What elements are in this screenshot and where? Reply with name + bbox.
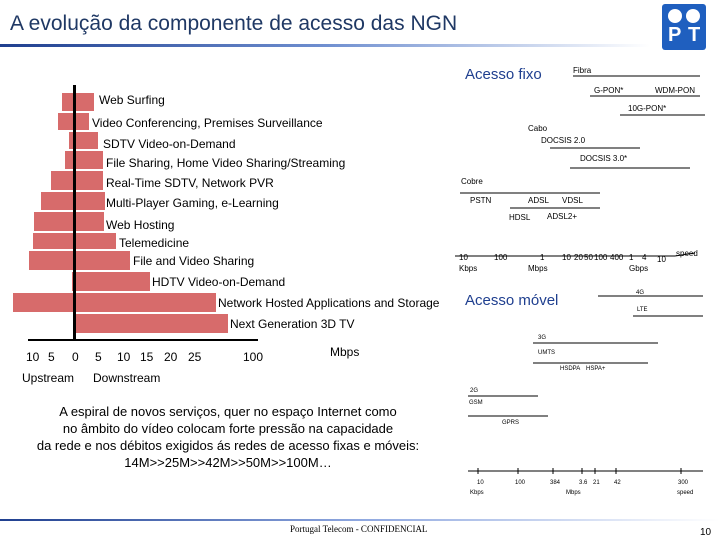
title-divider (0, 44, 650, 47)
mbps-label: Mbps (528, 264, 548, 273)
fixed-tick: 50 (584, 253, 593, 262)
axis-tick: 20 (164, 350, 178, 364)
service-label: File Sharing, Home Video Sharing/Streaming (106, 156, 346, 170)
bar-file-sharing (64, 150, 104, 170)
10gpon-label: 10G-PON* (628, 104, 667, 113)
axis-tick: 100 (243, 350, 264, 364)
bandwidth-axis-line (28, 339, 258, 341)
service-label: Web Surfing (99, 93, 165, 107)
fixed-tick: 400 (610, 253, 624, 262)
service-label: Multi-Player Gaming, e-Learning (106, 196, 279, 210)
mobile-tick: 384 (550, 480, 561, 486)
service-label: SDTV Video-on-Demand (103, 137, 236, 151)
footer-divider (0, 519, 720, 521)
wdmpon-label: WDM-PON (655, 86, 695, 95)
logo-dot-right (686, 9, 700, 23)
lte-label: LTE (637, 307, 648, 313)
mobile-mbps-label: Mbps (566, 490, 581, 496)
axis-tick: 25 (188, 350, 202, 364)
gpon-label: G-PON* (594, 86, 624, 95)
axis-tick: 0 (72, 350, 79, 364)
pt-logo (662, 4, 706, 50)
logo-dot-left (668, 9, 682, 23)
fixed-tick: 100 (594, 253, 608, 262)
upstream-label: Upstream (22, 371, 75, 385)
service-label: Real-Time SDTV, Network PVR (106, 176, 274, 190)
logo-letter-t: T (688, 24, 701, 46)
callout-line: A espiral de novos serviços, quer no espaço Internet como (59, 404, 397, 419)
speed-label: speed (676, 249, 698, 258)
bar-network-hosted (12, 292, 217, 313)
docsis3-label: DOCSIS 3.0* (580, 154, 628, 163)
bar-file-video-sharing (28, 250, 131, 271)
gbps-label: Gbps (629, 264, 649, 273)
hsdpa-label: HSDPA (560, 366, 581, 372)
gprs-label: GPRS (502, 420, 520, 426)
cabo-label: Cabo (528, 124, 548, 133)
mobile-tick: 3.6 (579, 480, 588, 486)
service-label: File and Video Sharing (133, 254, 255, 268)
downstream-label: Downstream (93, 371, 161, 385)
fixed-tick: 1 (540, 253, 545, 262)
hdsl-label: HDSL (509, 213, 531, 222)
fixed-tick: 10 (657, 255, 666, 264)
callout-line: no âmbito do vídeo colocam forte pressão na capacidade (62, 421, 394, 436)
mobile-access-heading: Acesso móvel (465, 292, 559, 309)
bar-3d-tv (72, 313, 229, 334)
hspa-label: HSPA+ (586, 366, 606, 372)
fixed-tick: 20 (574, 253, 583, 262)
fixed-tick: 4 (642, 253, 647, 262)
axis-tick: 5 (95, 350, 102, 364)
axis-tick: 10 (117, 350, 131, 364)
service-label: HDTV Video-on-Demand (152, 275, 286, 289)
page-title: A evolução da componente de acesso das NGN (10, 12, 458, 35)
footer-text: Portugal Telecom - CONFIDENCIAL (290, 524, 428, 534)
umts-label: UMTS (538, 350, 555, 356)
fixed-access-heading: Acesso fixo (465, 66, 542, 83)
service-label: Network Hosted Applications and Storage (218, 296, 440, 310)
mobile-kbps-label: Kbps (470, 490, 484, 496)
service-label: Web Hosting (106, 218, 175, 232)
fixed-tick: 100 (494, 253, 508, 262)
vdsl-label: VDSL (562, 196, 583, 205)
axis-tick: 15 (140, 350, 154, 364)
zero-axis-line (73, 85, 76, 340)
docsis2-label: DOCSIS 2.0 (541, 136, 586, 145)
4g-label: 4G (636, 290, 645, 296)
mobile-tick: 300 (678, 480, 689, 486)
mobile-tick: 100 (515, 480, 526, 486)
mobile-access-diagram (458, 288, 720, 508)
callout-text (6, 403, 450, 471)
axis-unit: Mbps (330, 345, 360, 359)
axis-tick: 5 (48, 350, 55, 364)
bar-realtime-sdtv (50, 170, 104, 191)
kbps-label: Kbps (459, 264, 478, 273)
cobre-label: Cobre (461, 177, 483, 186)
logo-letter-p: P (668, 24, 682, 46)
service-label: Next Generation 3D TV (230, 317, 355, 331)
mobile-tick: 10 (477, 480, 484, 486)
fixed-tick: 10 (459, 253, 468, 262)
pstn-label: PSTN (470, 196, 492, 205)
fixed-tick: 1 (629, 253, 634, 262)
3g-label: 3G (538, 335, 547, 341)
fixed-tick: 10 (562, 253, 571, 262)
adsl2-label: ADSL2+ (547, 212, 578, 221)
mobile-tick: 42 (614, 480, 621, 486)
callout-line: 14M>>25M>>42M>>50M>>100M… (124, 455, 332, 470)
adsl-label: ADSL (528, 196, 549, 205)
fibra-label: Fibra (573, 66, 592, 75)
bar-hdtv-vod (71, 271, 151, 292)
bar-web-surfing (61, 92, 95, 112)
mobile-speed-label: speed (677, 490, 694, 496)
callout-line: da rede e nos débitos exigidos ás redes de acesso fixas e móveis: (36, 438, 420, 453)
2g-label: 2G (470, 388, 479, 394)
service-label: Video Conferencing, Premises Surveillance (92, 116, 323, 130)
gsm-label: GSM (469, 400, 483, 406)
page-number: 10 (700, 527, 712, 538)
service-label: Telemedicine (119, 236, 190, 250)
axis-tick: 10 (26, 350, 40, 364)
mobile-tick: 21 (593, 480, 600, 486)
bar-web-hosting (33, 211, 105, 232)
